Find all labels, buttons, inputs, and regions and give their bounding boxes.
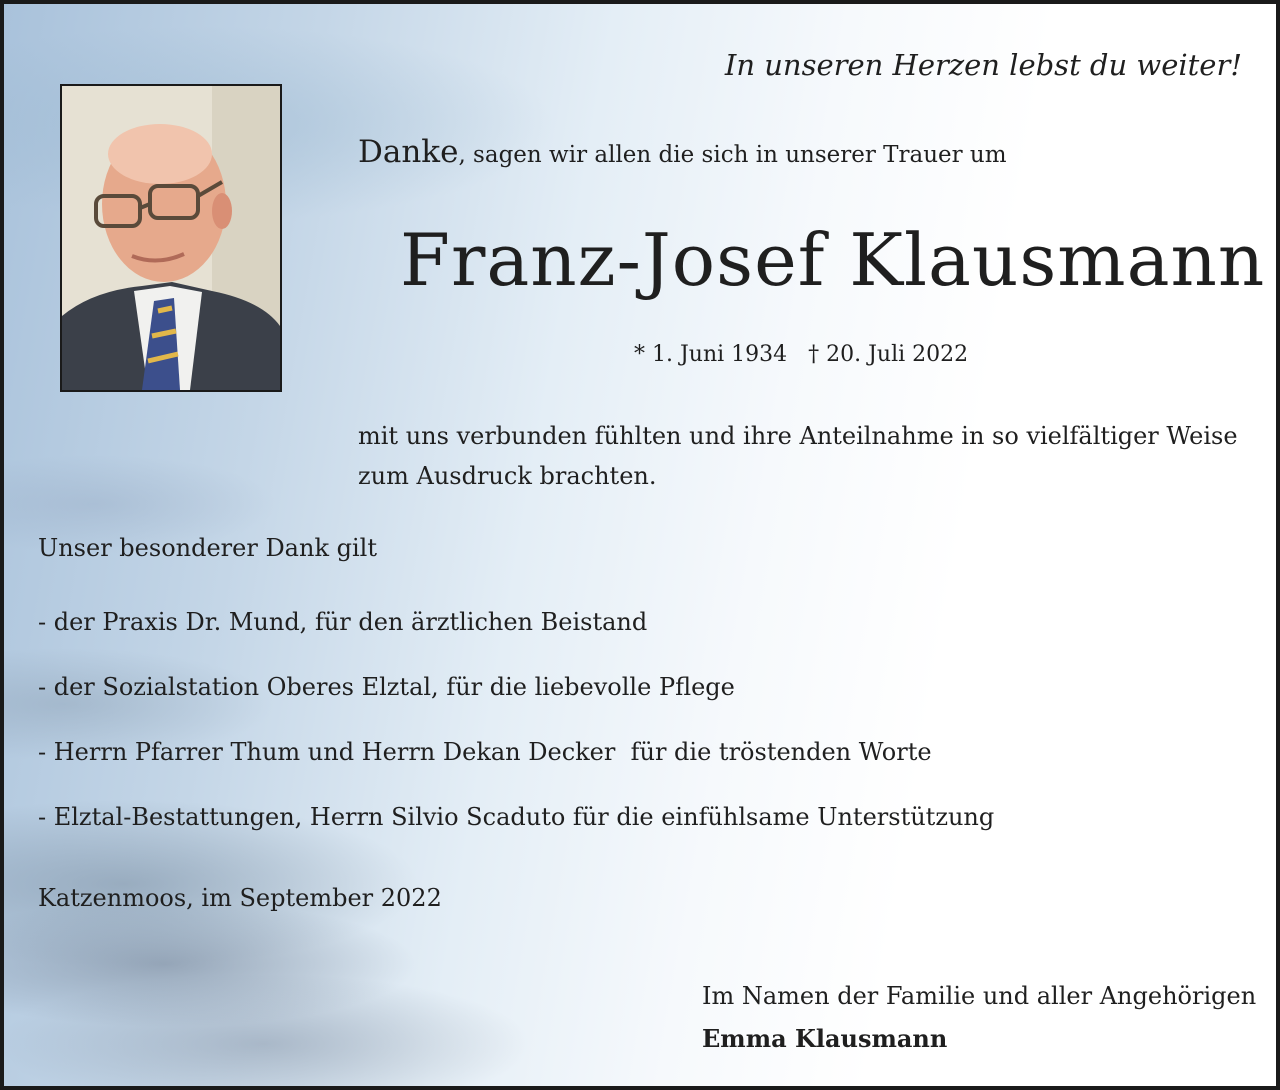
life-dates (634, 342, 968, 367)
place-date: Katzenmoos, im September 2022 (38, 884, 442, 912)
portrait-photo (60, 84, 282, 392)
thanks-list (38, 590, 994, 850)
intro-line (358, 134, 1007, 170)
portrait-icon (62, 86, 280, 390)
intro-rest: , sagen wir allen die sich in unserer Trauer um (458, 142, 1007, 168)
motto: In unseren Herzen lebst du weiter! (724, 48, 1242, 82)
death-date: † 20. Juli 2022 (808, 342, 969, 367)
signer-name: Emma Klausmann (702, 1024, 948, 1053)
body-line: mit uns verbunden fühlten und ihre Anteilnahme in so vielfältiger Weise (358, 422, 1238, 450)
family-line: Im Namen der Familie und aller Angehörigen (702, 982, 1257, 1010)
list-item: - der Praxis Dr. Mund, für den ärztlichen Beistand (38, 608, 648, 636)
thanks-heading: Unser besonderer Dank gilt (38, 534, 377, 562)
list-item: - Elztal-Bestattungen, Herrn Silvio Scaduto für die einfühlsame Unterstützung (38, 803, 995, 831)
intro-lead: Danke (358, 134, 459, 170)
thanks-body (358, 416, 1238, 496)
list-item: - der Sozialstation Oberes Elztal, für die liebevolle Pflege (38, 673, 735, 701)
list-item: - Herrn Pfarrer Thum und Herrn Dekan Decker für die tröstenden Worte (38, 738, 932, 766)
birth-date: * 1. Juni 1934 (634, 342, 788, 367)
body-line: zum Ausdruck brachten. (358, 462, 657, 490)
deceased-name: Franz-Josef Klausmann (400, 218, 1266, 302)
